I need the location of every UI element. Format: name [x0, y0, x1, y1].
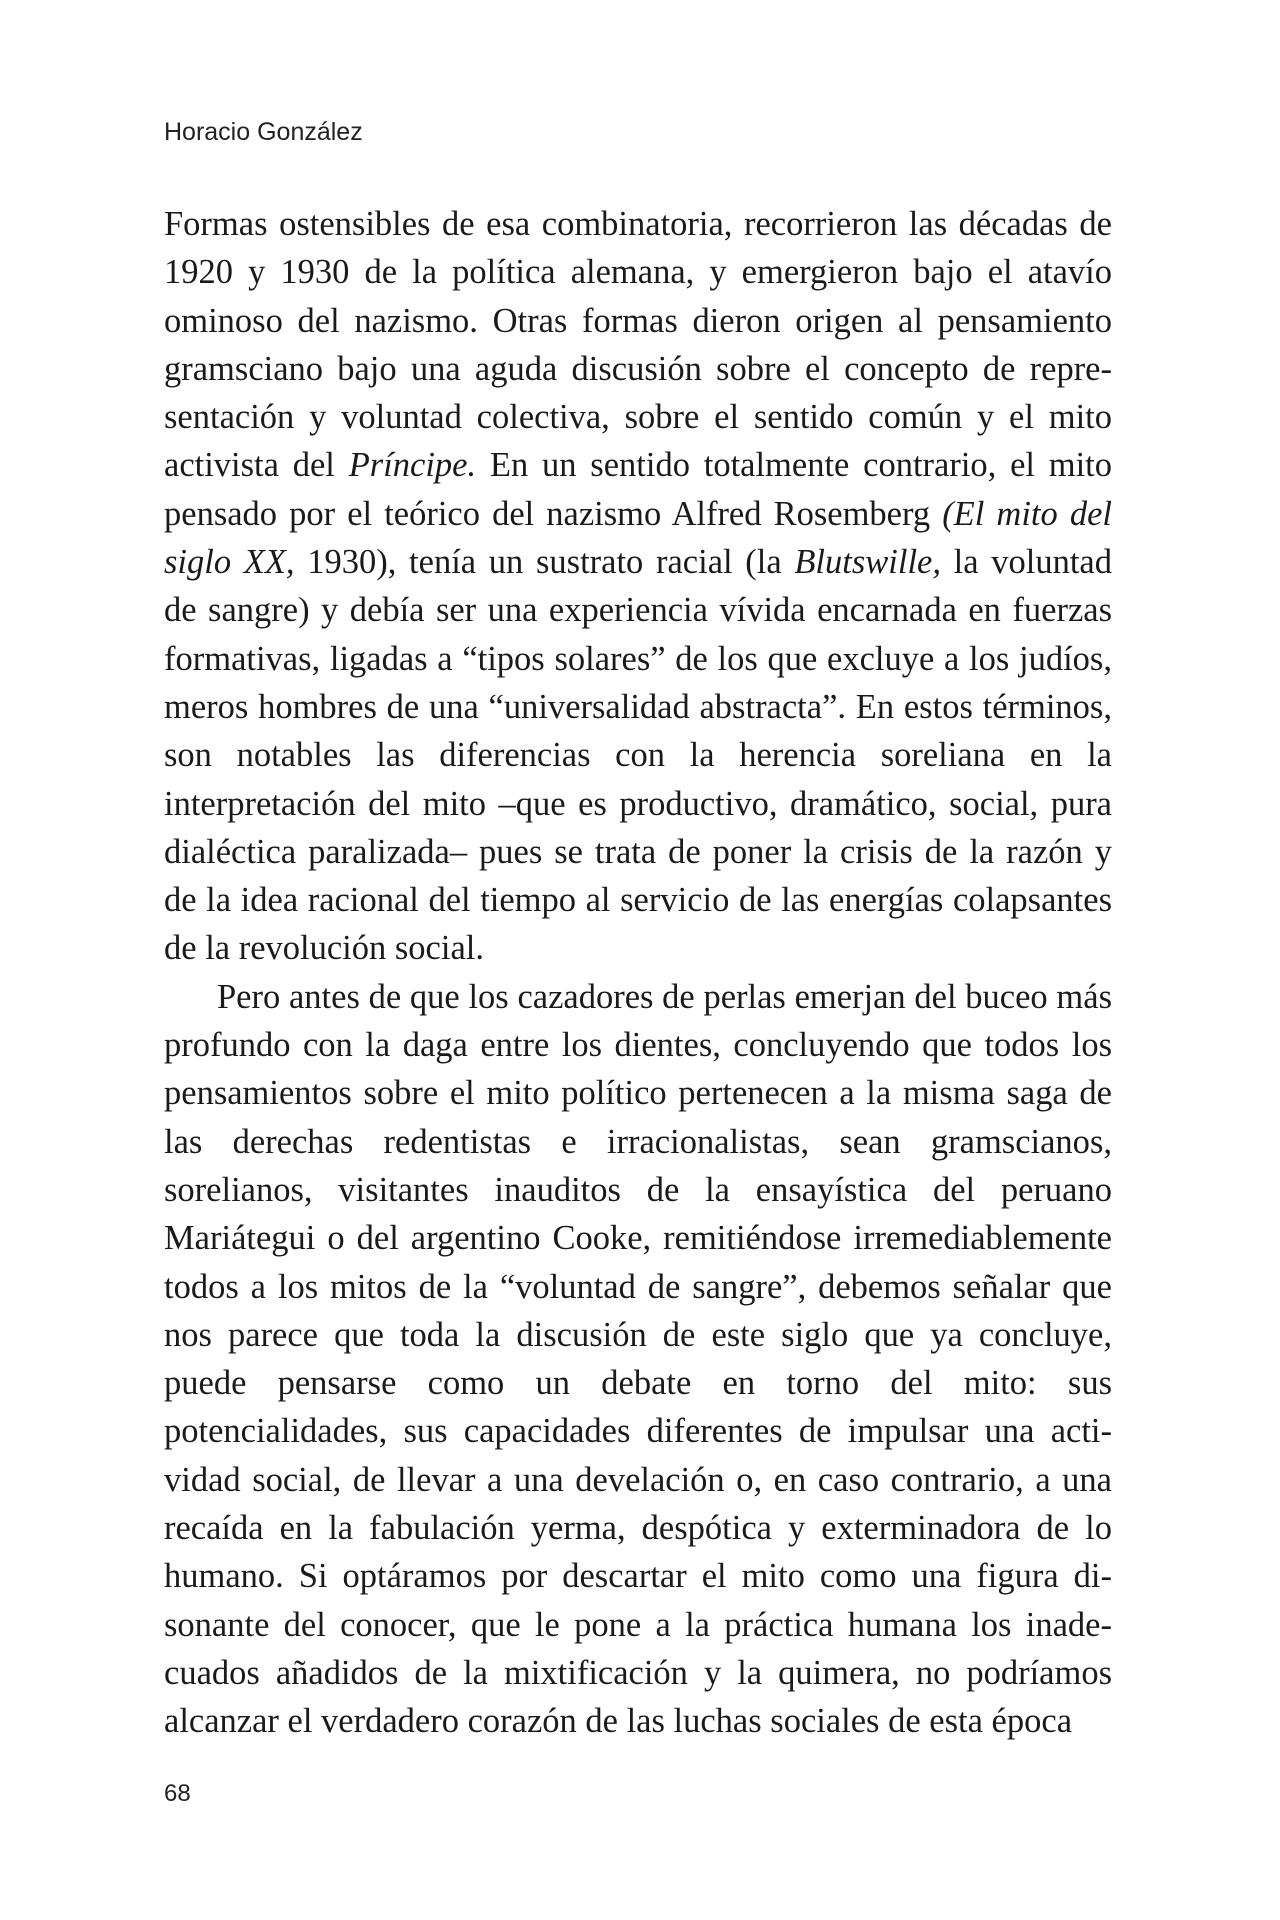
- body-text: [164, 200, 1112, 1746]
- text-segment: Pero antes de que los cazadores de perlas emerjan del buceo más profundo con la daga entre los dientes, concluyendo que todos los pensamientos sobre el mito político pertenecen a la misma saga de las derechas redentistas e irracionalistas, sean gramscianos, sorelianos, visitantes inauditos de la ensayística del peruano Mariátegui o del argentino Cooke, remitiéndose irremediablemente todos a los mitos de la “voluntad de sangre”, debemos señalar que nos parece que toda la discusión de este siglo que ya concluye, puede pensarse como un debate en torno del mito: sus potencialidades, sus capacidades diferentes de impulsar una actividad social, de llevar a una develación o, en caso contrario, a una recaída en la fabulación yerma, despótica y exterminadora de lo humano. Si optáramos por descartar el mito como una figura disonante del conocer, que le pone a la práctica humana los inadecuados añadidos de la mixtificación y la quimera, no podríamos alcanzar el verdadero corazón de las luchas sociales de esta época: [164, 977, 1112, 1741]
- italic-title: Príncipe.: [348, 446, 477, 485]
- text-segment: 1930), tenía un sustrato racial (la: [294, 543, 795, 582]
- running-head: Horacio González: [164, 118, 363, 146]
- text-segment: la voluntad de sangre) y debía ser una experiencia vívida encarnada en fuerzas formativas, ligadas a “tipos solares” de los que excluye a los judíos, meros hombres de una “universalidad abstracta”. En estos términos, son notables las diferencias con la herencia soreliana en la interpretación del mito –que es productivo, dramático, social, pura dialéctica paralizada– pues se trata de poner la crisis de la razón y de la idea racional del tiempo al servicio de las energías colapsantes de la revolución social.: [164, 543, 1112, 968]
- paragraph: [164, 200, 1112, 973]
- italic-term: Blutswille,: [794, 543, 941, 582]
- text-segment: Formas ostensibles de esa combinatoria, recorrieron las décadas de 1920 y 1930 de la política alemana, y emergieron bajo el atavío ominoso del nazismo. Otras formas dieron origen al pensamiento gramsciano bajo una aguda discusión sobre el concepto de representación y voluntad colectiva, sobre el sentido común y el mito activista del: [164, 205, 1112, 485]
- text-segment: En un sentido totalmente contrario, el mito pensado por el teórico del nazismo Alfred Rosemberg: [164, 446, 1113, 533]
- page-number: 68: [164, 1780, 191, 1807]
- italic-title: (El mito del siglo XX,: [164, 494, 1112, 582]
- paragraph: [164, 973, 1112, 1746]
